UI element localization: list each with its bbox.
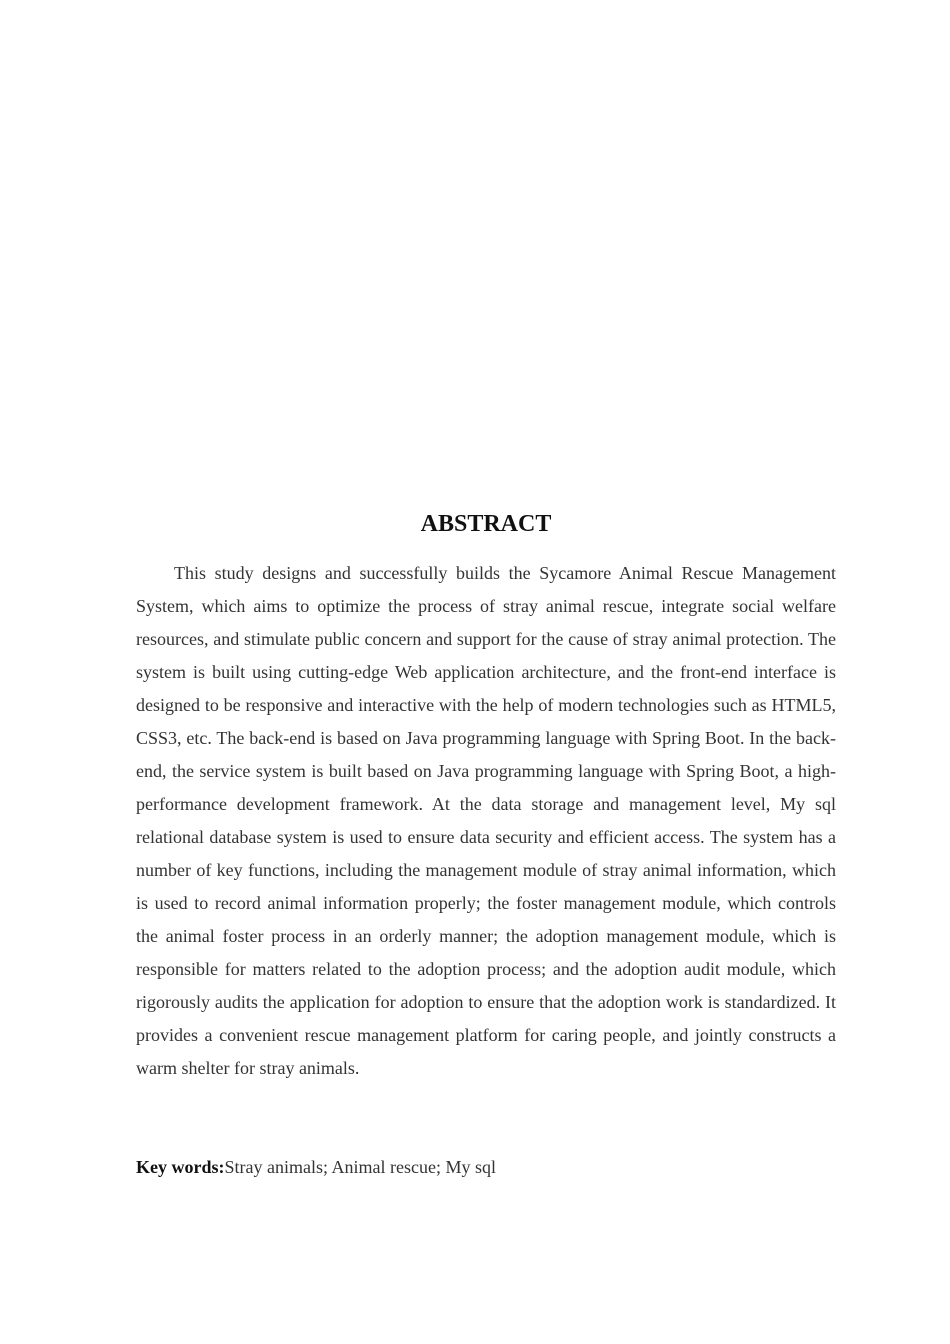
abstract-body: This study designs and successfully builds the Sycamore Animal Rescue Management System, which aims to optimize the process of stray animal rescue, integrate social welfare resources, and stimulate public concern and support for the cause of stray animal protection. The system is built using cutting-edge Web application architecture, and the front-end interface is designed to be responsive and interactive with the help of modern technologies such as HTML5, CSS3, etc. The back-end is based on Java programming language with Spring Boot. In the back-end, the service system is built based on Java programming language with Spring Boot, a high-performance development framework. At the data storage and management level, My sql relational database system is used to ensure data security and efficient access. The system has a number of key functions, including the management module of stray animal information, which is used to record animal information properly; the foster management module, which controls the animal foster process in an orderly manner; the adoption management module, which is responsible for matters related to the adoption process; and the adoption audit module, which rigorously audits the application for adoption to ensure that the adoption work is standardized. It provides a convenient rescue management platform for caring people, and jointly constructs a warm shelter for stray animals. <box>136 563 836 1078</box>
abstract-title: ABSTRACT <box>420 511 552 537</box>
keywords-label: Key words: <box>136 1157 225 1177</box>
keywords-value: Stray animals; Animal rescue; My sql <box>224 1157 496 1177</box>
keywords-line <box>136 1151 836 1184</box>
